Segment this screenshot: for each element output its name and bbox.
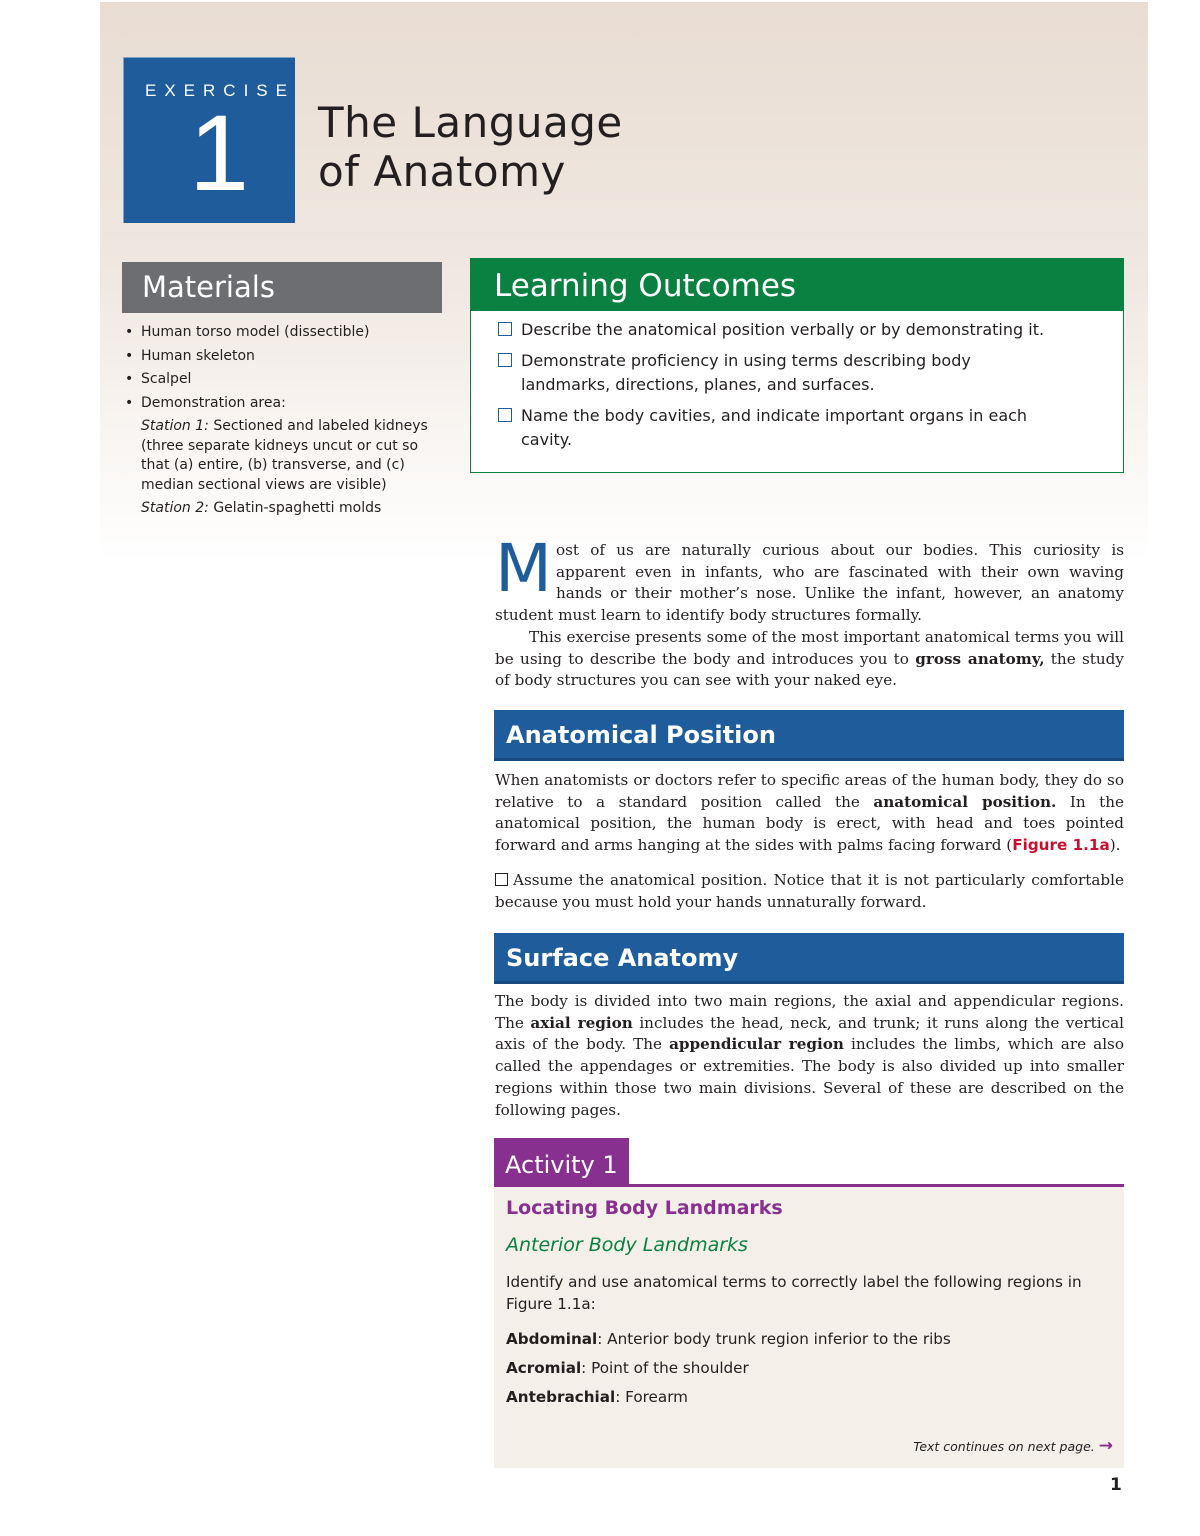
figure-reference-link[interactable]: Figure 1.1a (1012, 836, 1110, 855)
activity-subtitle: Anterior Body Landmarks (506, 1234, 748, 1256)
materials-item-text: Scalpel (141, 371, 192, 387)
arrow-right-icon: → (1098, 1436, 1113, 1456)
bullet-icon: • (125, 371, 134, 387)
intro-text-2a: This exercise presents some of the most important anatomical terms you will be using to describe the body and introduces you to (495, 627, 1124, 668)
ap-text-2: In the anatomical position, the human body is erect, with head and toes pointed forward and arms hanging at the sides with palms facing forward ( (495, 792, 1124, 855)
ap-text-1: When anatomists or doctors refer to specific areas of the human body, they do so relative to a standard position called the (495, 771, 1124, 811)
ap-text-3: ). (1109, 836, 1121, 855)
learning-outcome-text: Name the body cavities, and indicate important organs in each cavity. (521, 406, 1028, 449)
sa-text-3: includes the limbs, which are also called the appendages or extremities. The body is also divided up into smaller regions within those two main divisions. Several of these are described on the following pages. (495, 1035, 1124, 1119)
intro-text-1: ost of us are naturally curious about our bodies. This curiosity is apparent even in infants, who are fascinated with their own waving hands or their mother’s nose. Unlike the infant, however, an anatomy student must learn to identify body structures formally. (495, 541, 1124, 625)
landmark-term-name: Antebrachial (506, 1388, 616, 1406)
chapter-title-line-1: The Language (318, 98, 623, 147)
landmark-term (506, 1328, 1116, 1350)
checkbox-icon[interactable] (498, 408, 512, 422)
exercise-label: EXERCISE (145, 81, 295, 100)
station-1-text: Sectioned and labeled kidneys (three separate kidneys uncut or cut so that (a) entire, (b) transverse, and (c) median sectional views are visible) (141, 418, 428, 493)
page-number: 1 (1110, 1475, 1122, 1495)
sa-text-2: includes the head, neck, and trunk; it runs along the vertical axis of the body. The (495, 1013, 1124, 1054)
checkbox-icon[interactable] (498, 322, 512, 336)
learning-outcome-item (498, 318, 1058, 342)
appendicular-region-term: appendicular region (669, 1035, 844, 1054)
continues-text: Text continues on next page. (913, 1439, 1095, 1454)
anatomical-position-task (495, 870, 1124, 913)
sa-text-1: The body is divided into two main regions, the axial and appendicular regions. The (495, 992, 1124, 1032)
anatomical-position-heading: Anatomical Position (494, 710, 1124, 761)
materials-item (124, 368, 444, 392)
bullet-icon: • (125, 324, 134, 340)
materials-item-text: Human torso model (dissectible) (141, 324, 370, 340)
materials-heading: Materials (122, 262, 442, 313)
checkbox-icon[interactable] (495, 873, 508, 886)
surface-anatomy-heading: Surface Anatomy (494, 933, 1124, 984)
landmark-term (506, 1357, 1116, 1379)
station-2 (124, 499, 444, 519)
bullet-icon: • (125, 394, 134, 411)
ap-task-text: Assume the anatomical position. Notice that it is not particularly comfortable because you must hold your hands unnaturally forward. (495, 871, 1124, 911)
learning-outcome-text: Describe the anatomical position verbally or by demonstrating it. (521, 320, 1045, 339)
anatomical-position-paragraph (495, 770, 1124, 857)
station-2-text: Gelatin-spaghetti molds (213, 500, 382, 516)
landmark-term-name: Abdominal (506, 1330, 598, 1348)
activity-title: Locating Body Landmarks (506, 1197, 783, 1219)
landmark-term-definition: : Point of the shoulder (581, 1359, 749, 1377)
landmark-term-definition: : Anterior body trunk region inferior to the ribs (597, 1330, 951, 1348)
surface-anatomy-paragraph (495, 991, 1124, 1121)
materials-item (124, 321, 444, 345)
materials-item-text: Demonstration area: (141, 394, 286, 411)
axial-region-term: axial region (530, 1013, 633, 1032)
landmark-term (506, 1386, 1116, 1408)
station-1-label: Station 1: (141, 418, 209, 434)
station-1 (124, 417, 444, 495)
gross-anatomy-term: gross anatomy, (915, 649, 1045, 668)
intro-paragraph (495, 530, 1124, 692)
exercise-number: 1 (189, 92, 250, 213)
learning-outcome-item (498, 404, 1058, 452)
materials-item (124, 345, 444, 369)
materials-item-text: Human skeleton (141, 347, 255, 364)
landmark-term-definition: : Forearm (615, 1388, 688, 1406)
learning-outcome-item (498, 349, 1058, 397)
drop-cap: M (495, 530, 552, 607)
exercise-badge (123, 57, 295, 223)
materials-item (124, 392, 444, 416)
activity-instruction: Identify and use anatomical terms to correctly label the following regions in Figure 1.1a: (506, 1273, 1082, 1313)
learning-outcomes-heading: Learning Outcomes (470, 258, 1124, 311)
intro-paragraph-2 (495, 627, 1124, 692)
bullet-icon: • (125, 347, 134, 364)
station-2-label: Station 2: (141, 500, 209, 516)
intro-text-2b: the study of body structures you can see with your naked eye. (495, 649, 1124, 690)
activity-tab: Activity 1 (494, 1138, 629, 1186)
activity-panel (494, 1184, 1124, 1468)
chapter-title (318, 98, 623, 196)
checkbox-icon[interactable] (498, 353, 512, 367)
continues-note[interactable] (913, 1436, 1113, 1457)
learning-outcome-text: Demonstrate proficiency in using terms describing body landmarks, directions, planes, and surfaces. (521, 351, 971, 394)
chapter-title-line-2: of Anatomy (318, 147, 566, 196)
landmark-term-name: Acromial (506, 1359, 582, 1377)
anatomical-position-term: anatomical position. (873, 792, 1057, 811)
materials-list (124, 321, 444, 519)
